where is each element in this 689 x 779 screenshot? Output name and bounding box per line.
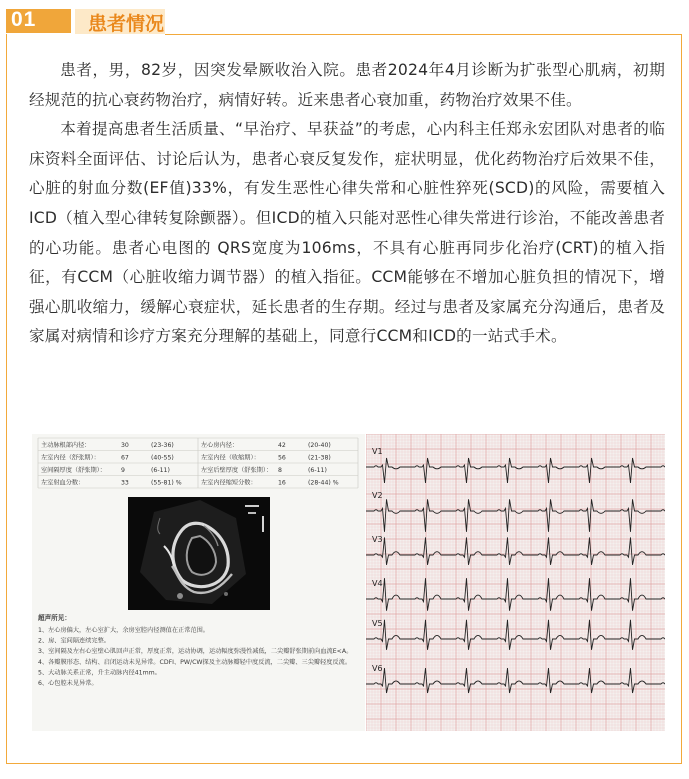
echo-range: (6-11) (151, 466, 170, 474)
echo-value: 30 (121, 441, 129, 449)
echo-value: 33 (121, 479, 129, 487)
finding-line: 4、各瓣膜形态、结构、启闭运动未见异常。CDFI、PW/CW探及主动脉瓣轻中度反流，二尖瓣、三尖瓣轻度反流。 (38, 658, 352, 666)
echo-label: 左心房内径： (201, 441, 239, 449)
echo-value: 67 (121, 454, 129, 462)
echo-label: 左室内径缩短分数： (201, 479, 257, 487)
ecg-lead-label: V4 (372, 579, 383, 588)
ecg-lead-label: V2 (372, 491, 383, 500)
echo-label: 左室射血分数： (41, 479, 85, 487)
echo-range: (21-38) (308, 454, 331, 462)
echo-range: (55-81) % (151, 479, 182, 487)
echo-label: 主动脉根部内径： (41, 441, 91, 449)
finding-line: 2、房、室间隔连续完整。 (38, 637, 110, 645)
article-body (29, 56, 665, 352)
ecg-lead-label: V6 (372, 664, 383, 673)
paragraph-treatment-plan: 本着提高患者生活质量、“早治疗、早获益”的考虑，心内科主任郑永宏团队对患者的临床资料全面评估、讨论后认为，患者心衰反复发作，症状明显，优化药物治疗后效果不佳，心脏的射血分数(EF值)33%，有发生恶性心律失常和心脏性猝死(SCD)的风险，需要植入ICD（植入型心律转复除颤器）。但ICD的植入只能对恶性心律失常进行诊治，不能改善患者的心功能。患者心电图的 QRS宽度为106ms，不具有心脏再同步化治疗(CRT)的植入指征，有CCM（心脏收缩力调节器）的植入指征。CCM能够在不增加心脏负担的情况下，增强心肌收缩力，缓解心衰症状，延长患者的生存期。经过与患者及家属充分沟通后，患者及家属对病情和诊疗方案充分理解的基础上，同意行CCM和ICD的一站式手术。 (29, 120, 665, 346)
echo-label: 左室内径（舒张期）： (41, 454, 100, 462)
echo-range: (40-55) (151, 454, 174, 462)
ecg-strip-image (366, 434, 665, 731)
echo-value: 56 (278, 454, 286, 462)
echo-range: (23-36) (151, 441, 174, 449)
findings-title: 超声所见： (38, 614, 71, 622)
clinical-images (32, 434, 665, 731)
echo-value: 16 (278, 479, 286, 487)
finding-line: 3、室间隔及左右心室壁心肌回声正常，厚度正常，运动协调，运动幅度弥漫性减低，二尖瓣舒张期前向血流E<A。 (38, 648, 353, 656)
echo-value: 9 (121, 466, 125, 474)
finding-line: 5、大动脉关系正常，升主动脉内径41mm。 (38, 669, 161, 677)
echo-value: 8 (278, 466, 282, 474)
ecg-lead-label: V5 (372, 619, 383, 628)
ecg-lead-label: V3 (372, 535, 383, 544)
echo-label: 室间隔厚度（舒张期）： (41, 466, 106, 474)
ecg-lead-label: V1 (372, 447, 383, 456)
echo-range: (6-11) (308, 466, 327, 474)
finding-line: 6、心包腔未见异常。 (38, 680, 98, 687)
echo-label: 左室内径（收缩期）： (201, 454, 260, 462)
finding-line: 1、左心房偏大，左心室扩大，余房室腔内径测值在正常范围。 (38, 627, 209, 634)
echocardiogram-report-image (32, 434, 365, 731)
section-number: 01 (11, 8, 37, 31)
echo-range: (28-44) % (308, 479, 339, 487)
echo-value: 42 (278, 441, 286, 449)
section-title: 患者情况 (88, 13, 165, 35)
paragraph-patient-history: 患者，男，82岁，因突发晕厥收治入院。患者2024年4月诊断为扩张型心肌病，初期经规范的抗心衰药物治疗，病情好转。近来患者心衰加重，药物治疗效果不佳。 (29, 61, 665, 109)
echo-label: 左室后壁厚度（舒张期）： (201, 466, 273, 474)
echo-range: (20-40) (308, 441, 331, 449)
header-rule (165, 34, 682, 35)
